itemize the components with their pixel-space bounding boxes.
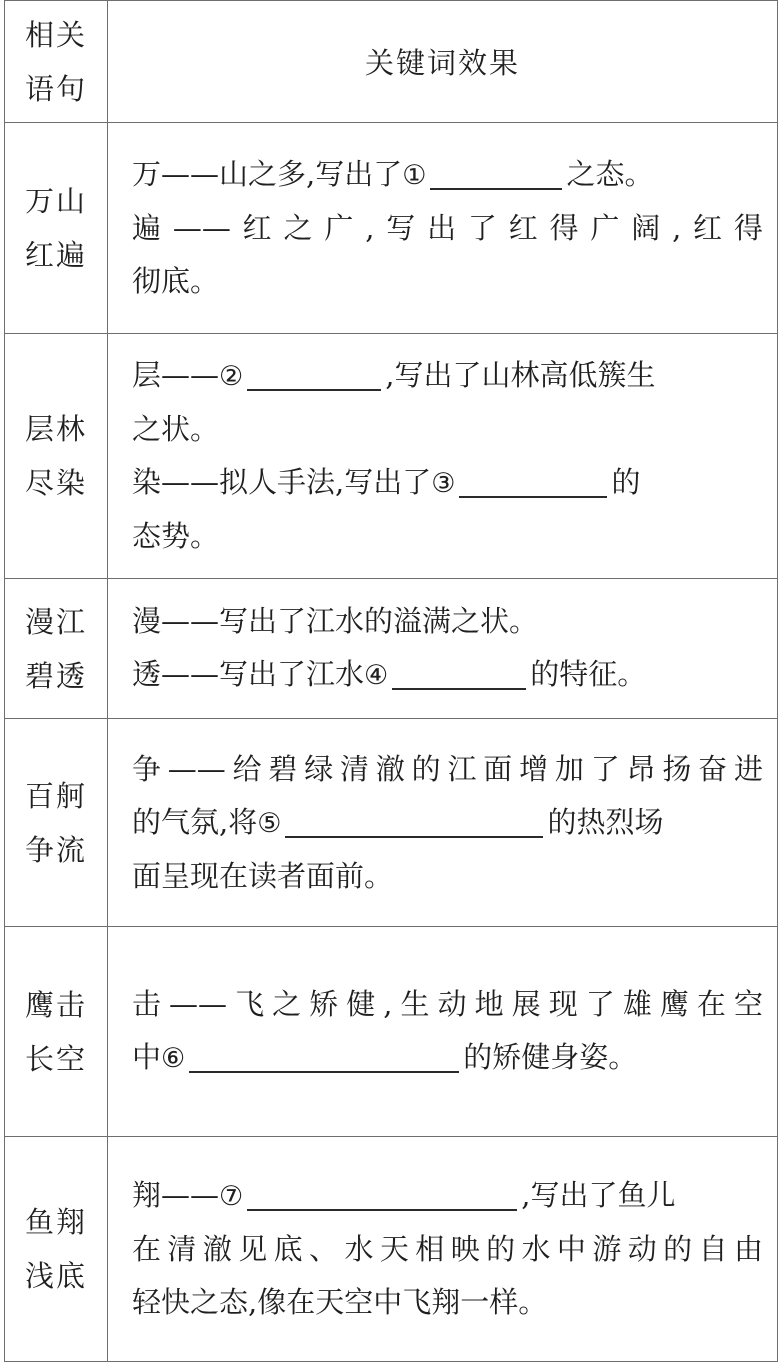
row-label-line2: 碧透	[24, 658, 87, 693]
row-label-line2: 浅底	[24, 1259, 87, 1293]
table-row	[5, 1137, 778, 1362]
content-line: 面呈现在读者面前。	[132, 858, 394, 893]
text-after-blank: 的	[611, 465, 641, 499]
row-label-line1: 层林	[24, 412, 87, 446]
text-before-blank: 染——拟人手法,写出了	[132, 465, 432, 499]
header-related-sentence	[5, 1, 108, 123]
row-label-line2: 长空	[24, 1041, 87, 1076]
row-content	[108, 579, 778, 719]
table-row	[5, 579, 778, 719]
blank-number: ①	[402, 160, 427, 191]
text-before-blank: 的气氛,将	[132, 804, 258, 839]
content-line: 争——给碧绿清澈的江面增加了昂扬奋进	[132, 751, 763, 786]
blank-number: ④	[364, 660, 389, 691]
row-label	[5, 927, 108, 1137]
blank-number: ②	[219, 361, 244, 392]
row-label	[5, 334, 108, 579]
row-label	[5, 579, 108, 719]
row-label-line2: 尽染	[24, 466, 87, 500]
content-line: 漫——写出了江水的溢满之状。	[132, 604, 539, 638]
content-line	[132, 456, 763, 510]
row-label	[5, 123, 108, 334]
text-after-blank: ,写出了山林高低簇生	[385, 358, 656, 392]
row-content	[108, 334, 778, 579]
text-before-blank: 透——写出了江水	[132, 657, 365, 691]
content-line	[132, 1031, 763, 1085]
row-label	[5, 719, 108, 927]
text-after-blank: 的特征。	[530, 657, 647, 691]
row-label-line2: 争流	[24, 832, 87, 867]
row-content	[108, 1137, 778, 1362]
table-row	[5, 123, 778, 334]
row-label-line1: 百舸	[24, 778, 87, 813]
table-row	[5, 719, 778, 927]
keyword-effect-table	[4, 0, 778, 1362]
content-line: 之状。	[132, 412, 220, 446]
text-before-blank: 层——	[132, 358, 220, 392]
table-header-row	[5, 1, 778, 123]
content-line: 态势。	[132, 519, 220, 553]
table-row	[5, 334, 778, 579]
fill-blank-2[interactable]	[247, 355, 381, 391]
row-label-line1: 漫江	[24, 604, 87, 639]
fill-blank-5[interactable]	[285, 802, 543, 838]
blank-number: ③	[431, 468, 456, 499]
row-content	[108, 927, 778, 1137]
text-after-blank: 的热烈场	[547, 804, 664, 839]
content-line	[132, 349, 763, 403]
row-content	[108, 123, 778, 334]
blank-number: ⑤	[257, 807, 282, 839]
row-content	[108, 719, 778, 927]
content-line	[132, 648, 763, 702]
text-after-blank: 的矫健身姿。	[463, 1040, 638, 1074]
header-keyword-effect: 关键词效果	[108, 1, 778, 123]
blank-number: ⑥	[161, 1043, 186, 1074]
text-before-blank: 中	[132, 1040, 162, 1074]
content-line	[132, 796, 763, 850]
text-before-blank: 翔——	[132, 1178, 220, 1212]
content-line: 击——飞之矫健,生动地展现了雄鹰在空	[132, 987, 763, 1021]
header-col1-line1: 相关	[24, 17, 87, 52]
content-line: 轻快之态,像在天空中飞翔一样。	[132, 1285, 548, 1319]
text-after-blank: 之态。	[566, 157, 654, 191]
content-line: 彻底。	[132, 264, 220, 298]
fill-blank-3[interactable]	[459, 462, 607, 498]
blank-number: ⑦	[219, 1181, 244, 1212]
content-line	[132, 1169, 763, 1223]
row-label-line2: 红遍	[24, 238, 87, 272]
fill-blank-4[interactable]	[392, 654, 526, 690]
fill-blank-1[interactable]	[430, 154, 562, 190]
text-before-blank: 万——山之多,写出了	[132, 157, 403, 191]
content-line	[132, 148, 763, 202]
header-col1-line2: 语句	[24, 71, 87, 106]
row-label-line1: 鹰击	[24, 987, 87, 1022]
text-after-blank: ,写出了鱼儿	[521, 1178, 676, 1212]
row-label-line1: 鱼翔	[24, 1205, 87, 1239]
fill-blank-6[interactable]	[189, 1037, 459, 1073]
row-label	[5, 1137, 108, 1362]
row-label-line1: 万山	[24, 184, 87, 218]
content-line: 遍——红之广,写出了红得广阔,红得	[132, 211, 763, 245]
fill-blank-7[interactable]	[247, 1175, 517, 1211]
table-row	[5, 927, 778, 1137]
content-line: 在清澈见底、水天相映的水中游动的自由	[132, 1232, 763, 1266]
